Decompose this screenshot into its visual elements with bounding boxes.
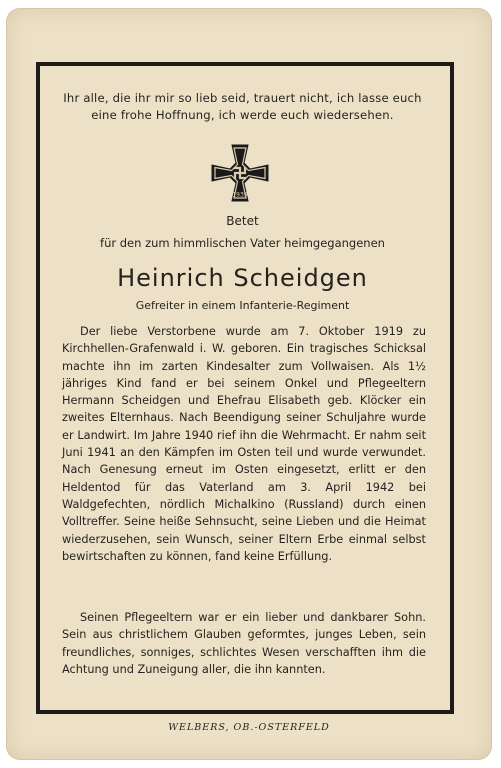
biography-paragraph-2: Seinen Pflegeeltern war er ein lieber und dankbarer Sohn. Sein aus christlichem Glauben geformtes, junges Leben, sein freundliches, sonniges, schlichtes Wesen verschafften ihm die Achtung und Zuneigung aller, die ihn kannten. — [62, 611, 426, 676]
verse-text: Ihr alle, die ihr mir so lieb seid, trauert nicht, ich lasse euch eine frohe Hoffnung, ich werde euch wiedersehen. — [63, 91, 422, 122]
cross-year: 1939 — [232, 191, 248, 199]
intro-line: für den zum himmlischen Vater heimgegangenen — [100, 236, 385, 250]
deceased-name: Heinrich Scheidgen — [117, 264, 368, 292]
printer-imprint: WELBERS, OB.-OSTERFELD — [168, 722, 330, 733]
betet-heading: Betet — [226, 214, 259, 228]
iron-cross-icon — [210, 143, 270, 203]
military-rank: Gefreiter in einem Infanterie-Regiment — [135, 299, 350, 312]
biography-paragraph-1: Der liebe Verstorbene wurde am 7. Oktober 1919 zu Kirchhellen-Grafenwald i. W. geboren. Ein tragisches Schicksal machte ihn im zarten Kindesalter zum Vollwaisen. Als 1½ jähriges Kind fand er bei seinem Onkel und Pflegeeltern Hermann Scheidgen und Ehefrau Elisabeth geb. Klöcker ein zweites Elternhaus. Nach Beendigung seiner Schuljahre wurde er Landwirt. Im Jahre 1940 rief ihn die Wehrmacht. Er nahm seit Juni 1941 an den Kämpfen im Osten teil und wurde verwundet. Nach Genesung erneut im Osten eingesetzt, erlitt er den Heldentod für das Vaterland am 3. April 1942 bei Waldgefechten, nördlich Michalkino (Russland) durch einen Volltreffer. Seine heiße Sehnsucht, seine Lieben und die Heimat wiederzusehen, sein Wunsch, seiner Eltern Erbe einmal selbst bewirtschaften zu können, fand keine Erfüllung. — [62, 325, 426, 563]
